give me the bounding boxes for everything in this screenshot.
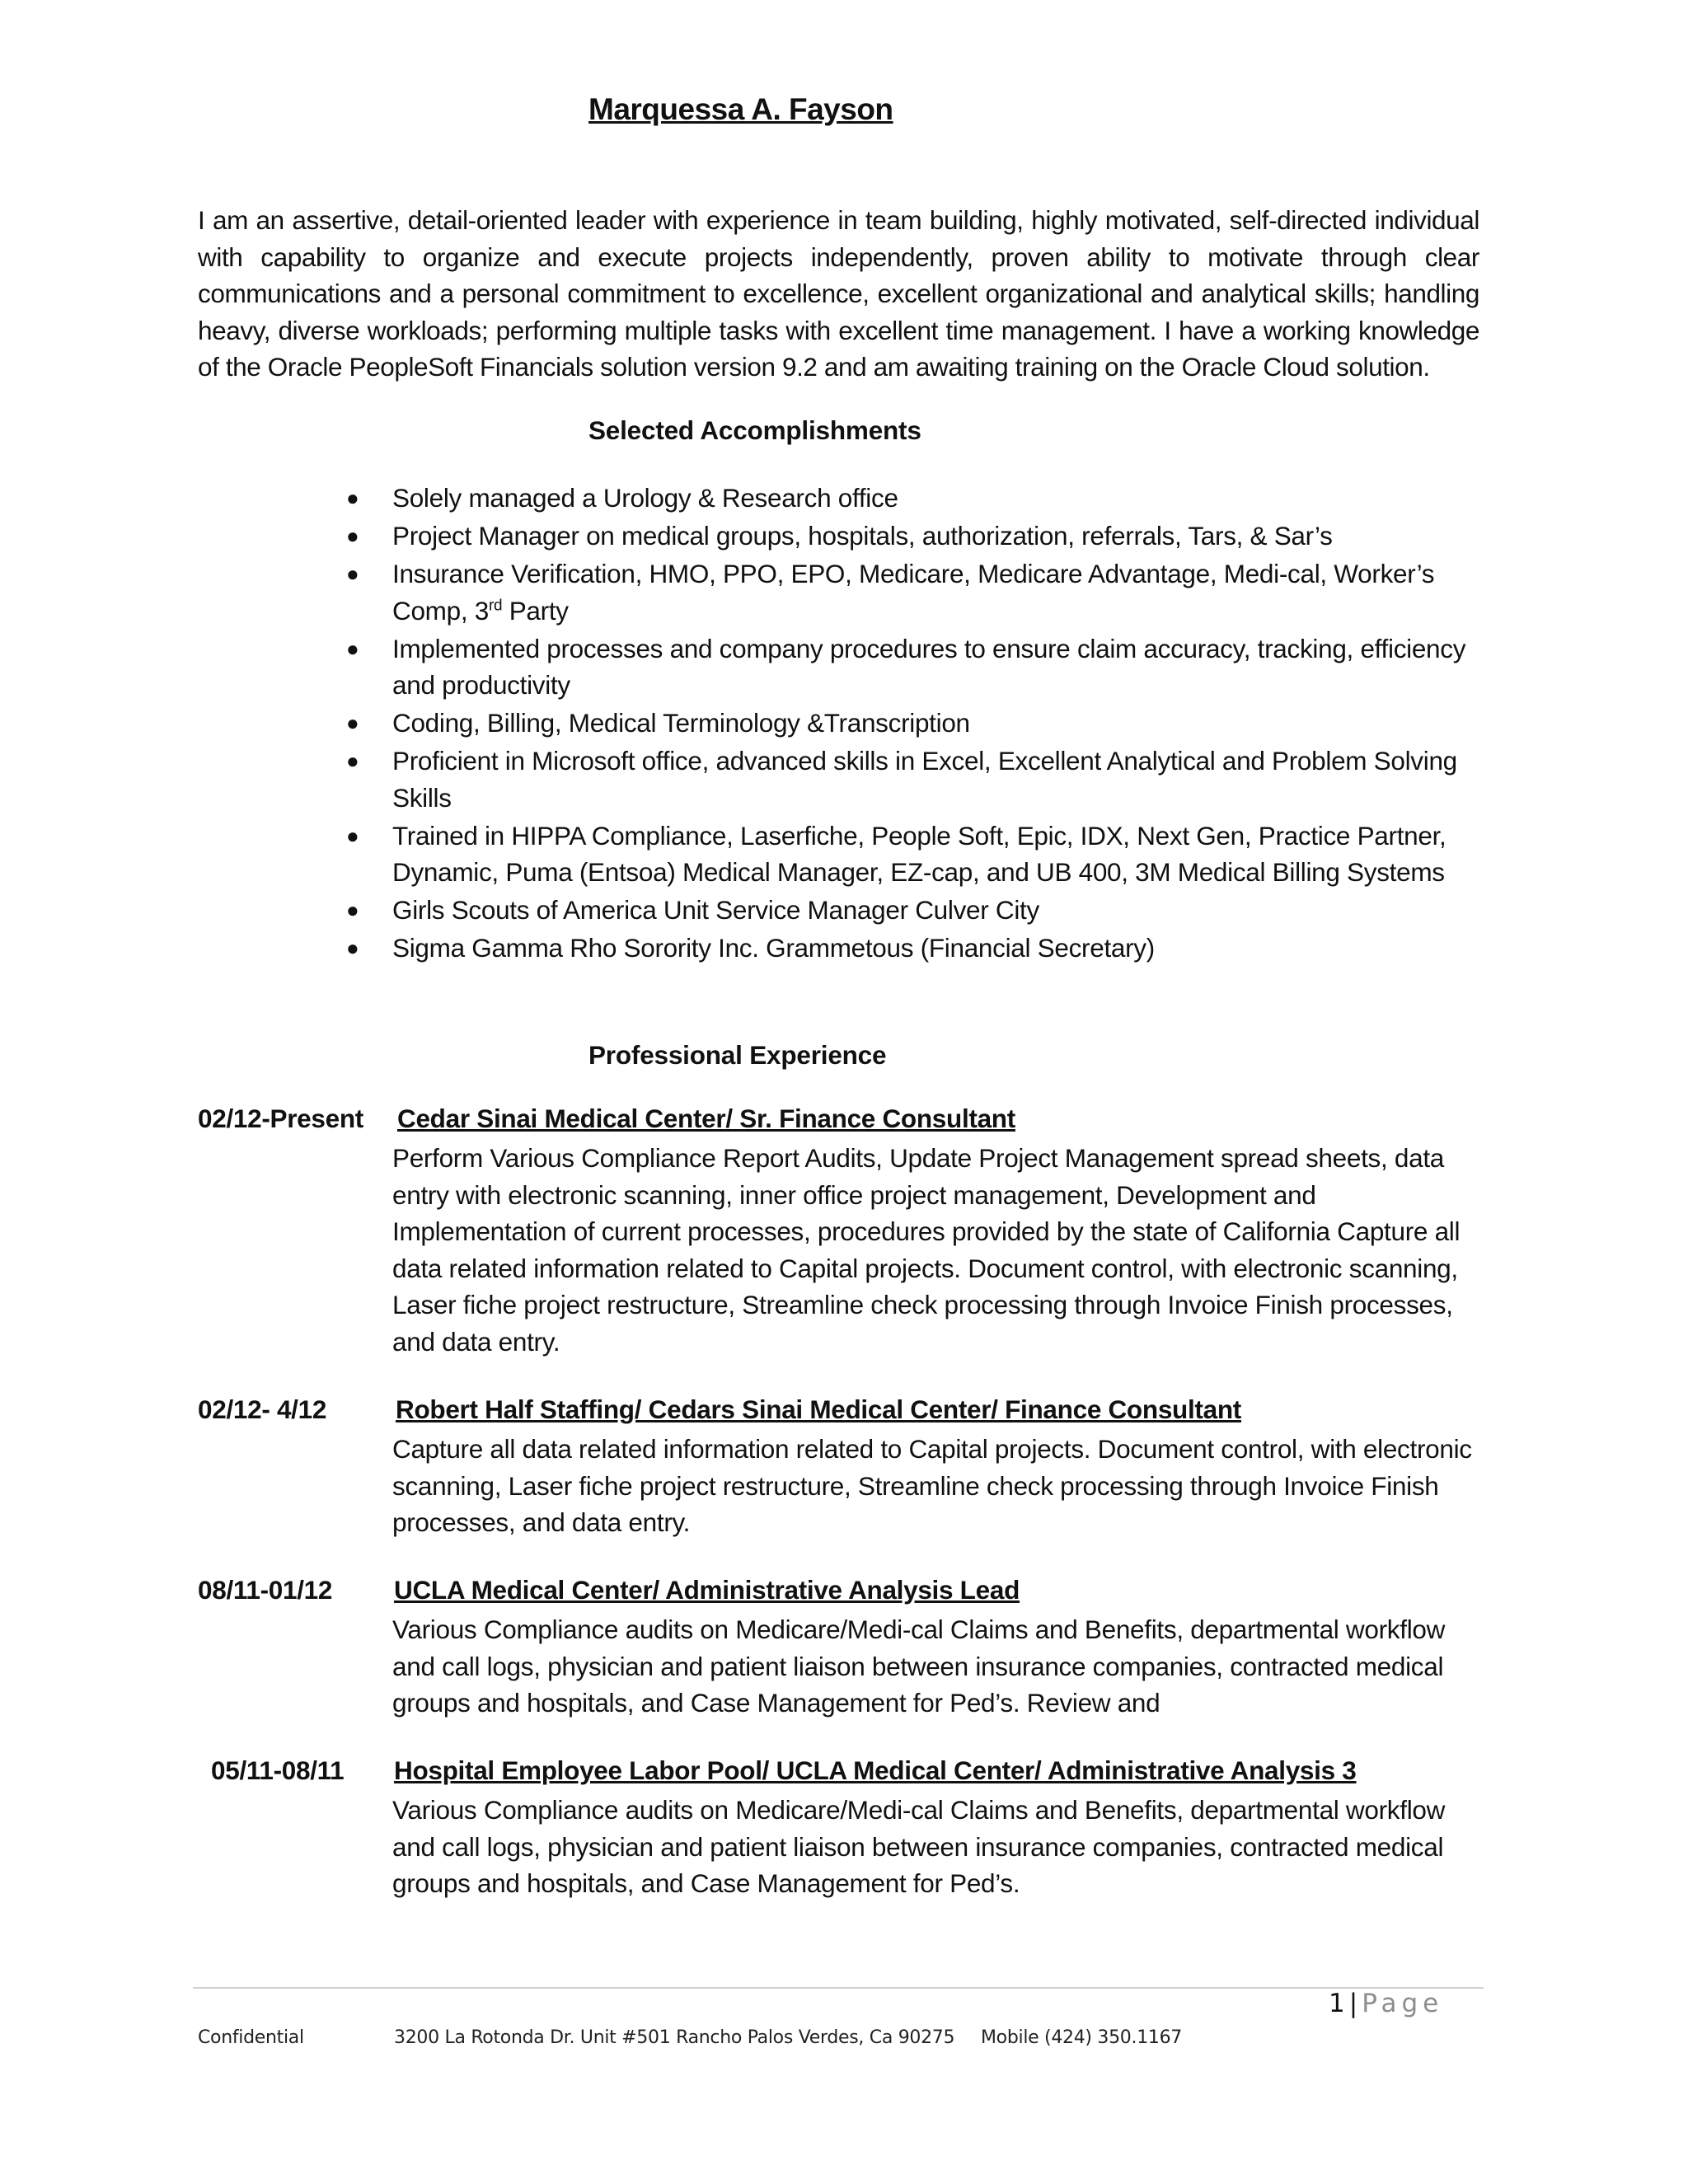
accomplishments-list	[346, 480, 1480, 968]
bullet-icon: ●	[346, 748, 359, 773]
footer-mobile: Mobile (424) 350.1167	[981, 2027, 1182, 2048]
list-item: ● Sigma Gamma Rho Sorority Inc. Grammetous (Financial Secretary)	[392, 930, 1480, 967]
job-description: Various Compliance audits on Medicare/Medi-cal Claims and Benefits, departmental workflow and call logs, physician and patient liaison between insurance companies, contracted medical groups and hospitals, and Case Management for Ped’s.	[392, 1795, 1446, 1898]
list-item: ● Trained in HIPPA Compliance, Laserfiche, People Soft, Epic, IDX, Next Gen, Practice Partner, Dynamic, Puma (Entsoa) Medical Manager, EZ-cap, and UB 400, 3M Medical Billing Systems	[392, 818, 1480, 891]
bullet-icon: ●	[346, 823, 359, 848]
footer-confidential: Confidential	[198, 2027, 304, 2048]
list-item: ● Coding, Billing, Medical Terminology &Transcription	[392, 705, 1480, 742]
professional-summary: I am an assertive, detail-oriented leader with experience in team building, highly motivated, self-directed individual with capability to organize and execute projects independently, proven ability to motivate through clear communications and a personal commitment to excellence, excellent organizational and analytical skills; handling heavy, diverse workloads; performing multiple tasks with excellent time management. I have a working knowledge of the Oracle PeopleSoft Financials solution version 9.2 and am awaiting training on the Oracle Cloud solution.	[198, 205, 1479, 382]
bullet-icon: ●	[346, 485, 359, 510]
footer-divider	[193, 1987, 1484, 1989]
list-item: ● Project Manager on medical groups, hospitals, authorization, referrals, Tars, & Sar’s	[392, 518, 1480, 555]
list-item: ● Solely managed a Urology & Research office	[392, 480, 1480, 517]
job-description: Perform Various Compliance Report Audits, Update Project Management spread sheets, data entry with electronic scanning, inner office project management, Development and Implementation of current processes, procedures provided by the state of California Capture all data related information related to Capital projects. Document control, with electronic scanning, Laser fiche project restructure, Streamline check processing through Invoice Finish processes, and data entry.	[392, 1143, 1461, 1357]
job-dates: 02/12- 4/12	[198, 1394, 327, 1424]
footer-address: 3200 La Rotonda Dr. Unit #501 Rancho Palos Verdes, Ca 90275	[394, 2027, 955, 2048]
bullet-icon: ●	[346, 523, 359, 548]
list-item: ● Insurance Verification, HMO, PPO, EPO, Medicare, Medicare Advantage, Medi-cal, Worker’s Comp, 3rd Party	[392, 555, 1480, 629]
page-number: 1 | Page	[1329, 1989, 1444, 2018]
job-dates: 08/11-01/12	[198, 1575, 333, 1605]
bullet-icon: ●	[346, 710, 359, 735]
bullet-icon: ●	[346, 898, 359, 922]
list-item: ● Girls Scouts of America Unit Service Manager Culver City	[392, 892, 1480, 929]
candidate-name: Marquessa A. Fayson	[588, 92, 893, 126]
job-title: Cedar Sinai Medical Center/ Sr. Finance Consultant	[397, 1104, 1015, 1133]
experience-heading: Professional Experience	[588, 1040, 887, 1070]
job-description: Capture all data related information related to Capital projects. Document control, with electronic scanning, Laser fiche project restructure, Streamline check processing through Invoice Finish processes, and data entry.	[392, 1434, 1472, 1537]
job-dates: 02/12-Present	[198, 1104, 363, 1133]
accomplishments-heading: Selected Accomplishments	[588, 415, 921, 445]
bullet-icon: ●	[346, 561, 359, 586]
list-item: ● Proficient in Microsoft office, advanced skills in Excel, Excellent Analytical and Problem Solving Skills	[392, 743, 1480, 816]
bullet-icon: ●	[346, 635, 359, 661]
job-title: UCLA Medical Center/ Administrative Analysis Lead	[394, 1575, 1020, 1605]
job-title: Hospital Employee Labor Pool/ UCLA Medical Center/ Administrative Analysis 3	[394, 1755, 1357, 1785]
list-item: ● Implemented processes and company procedures to ensure claim accuracy, tracking, efficiency and productivity	[392, 630, 1480, 704]
job-description: Various Compliance audits on Medicare/Medi-cal Claims and Benefits, departmental workflow and call logs, physician and patient liaison between insurance companies, contracted medical groups and hospitals, and Case Management for Ped’s. Review and	[392, 1615, 1446, 1718]
job-dates: 05/11-08/11	[211, 1755, 345, 1785]
bullet-icon: ●	[346, 935, 359, 960]
job-title: Robert Half Staffing/ Cedars Sinai Medical Center/ Finance Consultant	[396, 1394, 1241, 1424]
